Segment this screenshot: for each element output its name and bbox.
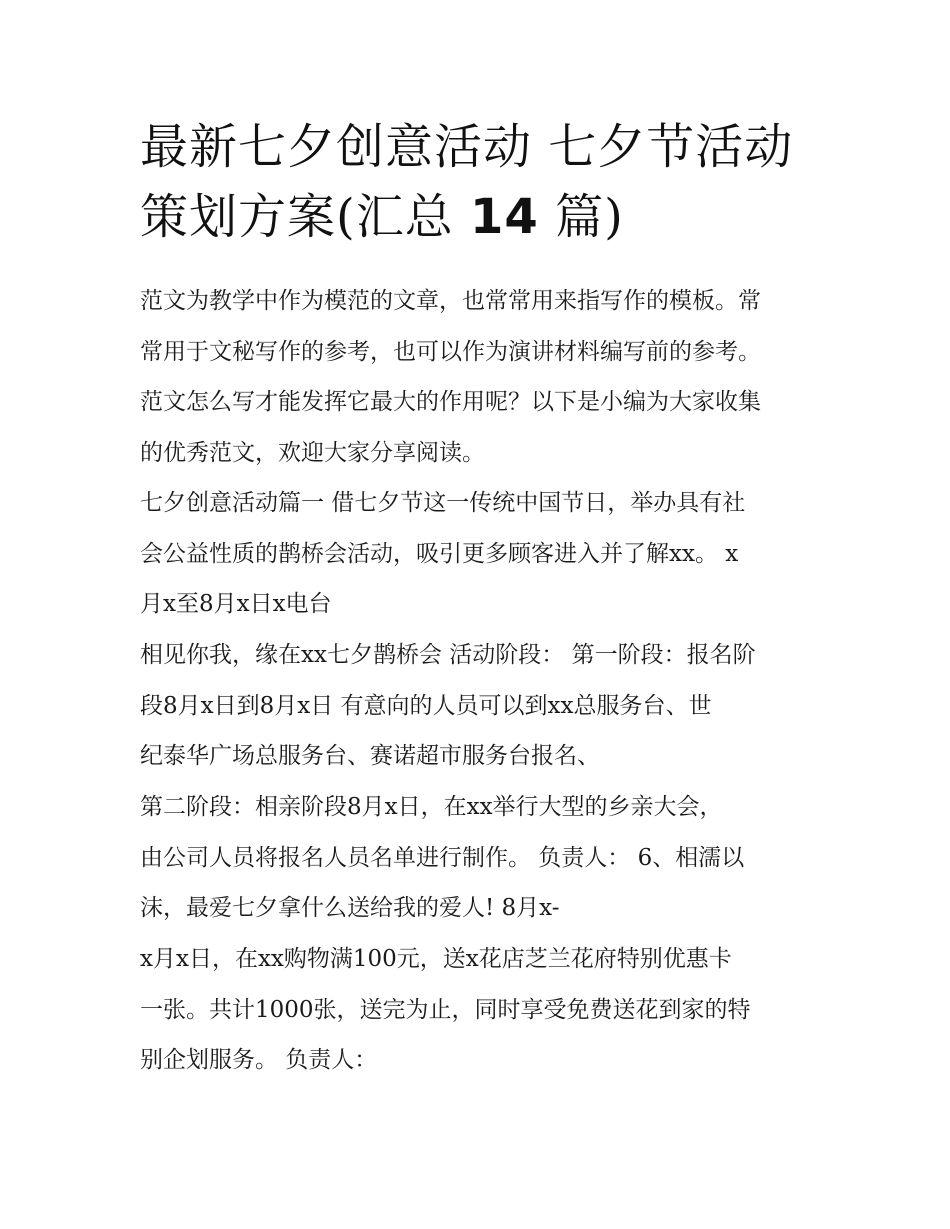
paragraph-promotion <box>140 934 815 1086</box>
text-line: 范文为教学中作为模范的文章，也常常用来指写作的模板。常 <box>140 288 761 314</box>
text-line: 范文怎么写才能发挥它最大的作用呢？以下是小编为大家收集 <box>140 389 761 415</box>
paragraph-stage-two <box>140 782 815 934</box>
title-line-2-number: 14 <box>470 189 539 245</box>
title-line-1: 最新七夕创意活动 七夕节活动 <box>140 119 794 175</box>
text-line: 会公益性质的鹊桥会活动，吸引更多顾客进入并了解xx。 x <box>140 540 739 567</box>
text-line: 常用于文秘写作的参考，也可以作为演讲材料编写前的参考。 <box>140 338 761 365</box>
text-line: 相见你我，缘在xx七夕鹊桥会 活动阶段： 第一阶段：报名阶 <box>140 642 756 668</box>
text-line: x月x日，在xx购物满100元，送x花店芝兰花府特别优惠卡 <box>140 946 732 972</box>
paragraph-intro <box>140 276 815 478</box>
title-line-2-prefix: 策划方案(汇总 <box>140 189 454 245</box>
text-line: 一张。共计1000张，送完为止，同时享受免费送花到家的特 <box>140 996 751 1023</box>
text-line: 第二阶段：相亲阶段8月x日，在xx举行大型的乡亲大会， <box>140 794 723 820</box>
text-line: 由公司人员将报名人员名单进行制作。 负责人： 6、相濡以 <box>140 844 745 871</box>
text-line: 沫，最爱七夕拿什么送给我的爱人! 8月x- <box>140 895 560 921</box>
document-title <box>140 112 820 252</box>
title-line-2-suffix: 篇) <box>555 189 624 245</box>
text-line: 月x至8月x日x电台 <box>140 591 332 617</box>
text-line: 七夕创意活动篇一 借七夕节这一传统中国节日，举办具有社 <box>140 490 746 516</box>
paragraph-activity-one <box>140 478 815 630</box>
paragraph-stage-one <box>140 630 815 782</box>
text-line: 纪泰华广场总服务台、赛诺超市服务台报名、 <box>140 743 600 769</box>
text-line: 的优秀范文，欢迎大家分享阅读。 <box>140 439 485 466</box>
text-line: 段8月x日到8月x日 有意向的人员可以到xx总服务台、世 <box>140 692 712 719</box>
text-line: 别企划服务。 负责人： <box>140 1047 378 1073</box>
